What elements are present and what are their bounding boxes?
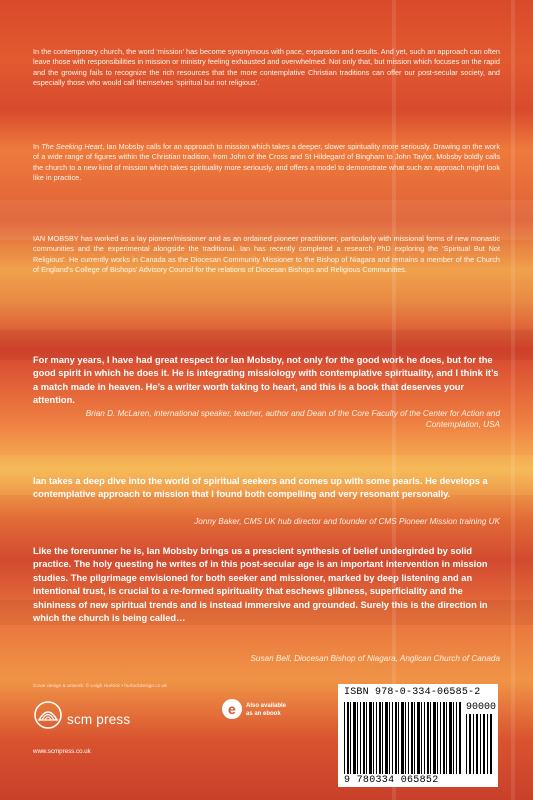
- endorsement-attribution: Susan Bell, Diocesan Bishop of Niagara, Anglican Church of Canada: [250, 654, 500, 663]
- endorsement-quote: For many years, I have had great respect for Ian Mobsby, not only for the good work he does, but for the good spirit in which he does it. He is integrating missiology with contemplative spirituality, and I think it’s a match made in heaven. He’s a writer worth taking to heart, and this is a book that deserves your attention.: [33, 355, 499, 406]
- author-bio: IAN MOBSBY has worked as a lay pioneer/missioner and as an ordained pioneer practitioner, particularly with missional forms of new monastic communities and the experimental alongside the traditional. Ian has recently completed a research PhD exploring the ‘Spiritual But Not Religious’. He currently works in Canada as the Diocesan Community Missioner to the Bishop of Niagara and remains a member of the Church of England’s College of Bishops’ Advisory Council for the relations of Diocesan Bishops and Religious Communities.: [33, 234, 500, 274]
- endorsement-quote: Like the forerunner he is, Ian Mobsby brings us a prescient synthesis of belief undergirded by solid practice. The holy questing he writes of in this post-secular age is an important intervention in mission studies. The pilgrimage envisioned for both seeker and missioner, marked by deep listening and an intentional trust, is crucial to a re-formed spirituality that eschews glibness, superficiality and the shininess of new spiritual trends and is instead immersive and grounded. Surely this is the direction in which the church is being called…: [33, 546, 488, 624]
- ebook-label-line1: Also available: [246, 703, 287, 709]
- blurb-p2-lead: In: [33, 142, 42, 151]
- cover-design-credit: Cover design & artwork: © Leigh Hurlock • hurlockdesign.co.uk: [33, 683, 167, 688]
- publisher-name: scm press: [67, 712, 131, 727]
- price-barcode-bars: [466, 714, 494, 774]
- barcode-bars: [344, 702, 462, 774]
- publisher-logo: [33, 700, 213, 740]
- blurb-p2-rest: , Ian Mobsby calls for an approach to mission which takes a deeper, slower spirituality more seriously. Drawing on the work of a wide range of figures within the Christian tradition, from John of the Cross and St Hildegard of Bingham to John Taylor, Mobsby boldly calls the church to a new kind of mission which takes spirituality more seriously, and offers a model to demonstrate what such an approach might look like in practice.: [33, 142, 500, 182]
- isbn-barcode: [338, 684, 498, 787]
- price-code: 90000: [466, 702, 497, 713]
- endorsement-quote: Ian takes a deep dive into the world of spiritual seekers and comes up with some pearls. He develops a contemplative approach to mission that I found both compelling and very resonant personally.: [33, 476, 488, 500]
- ebook-label: [246, 703, 326, 718]
- ebook-e-icon: [222, 699, 242, 719]
- ebook-e-glyph: e: [228, 701, 236, 717]
- scm-press-shell-logo-icon: [33, 700, 63, 730]
- isbn-number: ISBN 978-0-334-06585-2: [344, 687, 481, 698]
- blurb-paragraph-2: [33, 142, 500, 183]
- endorsement-attribution: Brian D. McLaren, international speaker, teacher, author and Dean of the Core Faculty of the Center for Action and Contemplation, USA: [85, 409, 500, 429]
- publisher-url: www.scmpress.co.uk: [33, 748, 91, 755]
- endorsement-attribution: Jonny Baker, CMS UK hub director and founder of CMS Pioneer Mission training UK: [194, 517, 500, 526]
- ebook-label-line2: as an ebook: [246, 710, 281, 717]
- ean-digits: 9 780334 065852: [344, 775, 439, 786]
- ebook-availability: [222, 699, 322, 739]
- book-title-reference: The Seeking Heart: [41, 142, 103, 151]
- painted-vertical-stripe: [511, 0, 515, 800]
- blurb-paragraph-1: In the contemporary church, the word ‘mission’ has become synonymous with pace, expansion and results. And yet, such an approach can often leave those with responsibilities in mission or ministry feeling exhausted and overwhelmed. Not only that, but mission which focuses on the rapid and the growing fails to recognize the rich resources that the more contemplative Christian traditions can offer our post-secular society, and especially those who would call themselves ‘spiritual but not religious’.: [33, 47, 500, 87]
